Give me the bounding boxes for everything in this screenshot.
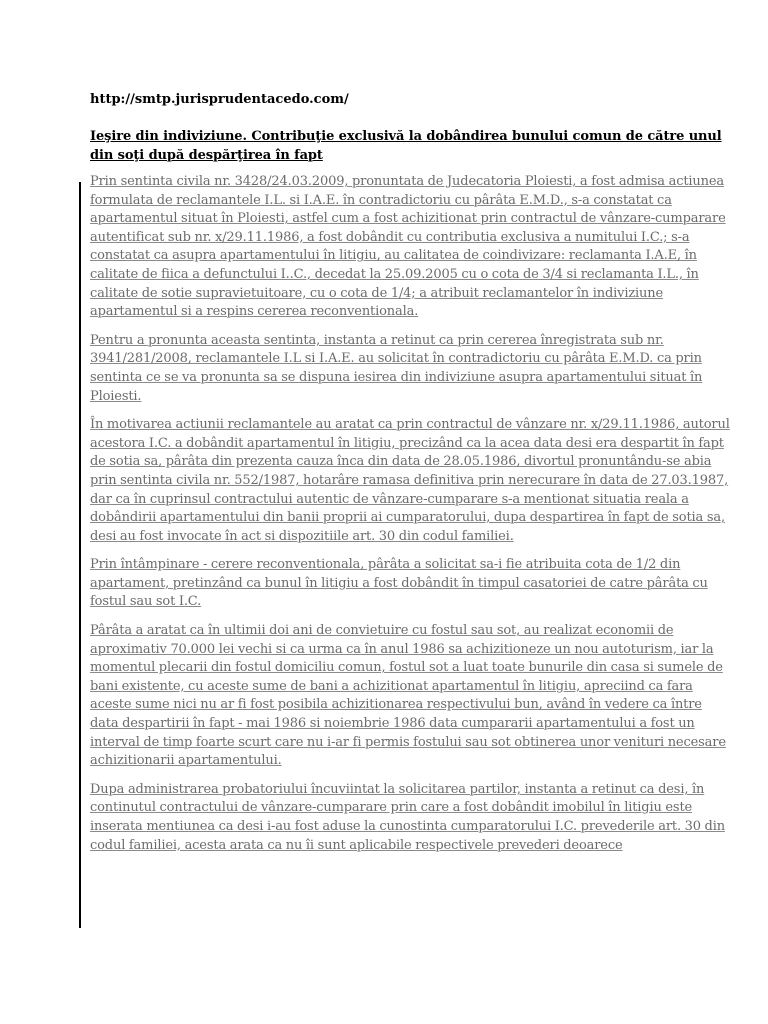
paragraph-6[interactable]: Dupa administrarea probatoriului încuviintat la solicitarea partilor, instanta a retinut ca desi, în continutul contractului de vânzare-cumparare prin care a fost dobândit imobilul în litigiu este inserata mentiunea ca desi i-au fost aduse la cunostinta cumparatorului I.C. prevederile art. 30 din codul familiei, acesta arata ca nu îi sunt aplicabile respectivele prevederi deoarece [90, 781, 725, 853]
left-margin-bar [79, 182, 81, 928]
paragraph-2[interactable]: Pentru a pronunta aceasta sentinta, instanta a retinut ca prin cererea înregistrata sub nr. 3941/281/2008, reclamantele I.L si I.A.E. au solicitat în contradictoriu cu pârâta E.M.D. ca prin sentinta ce se va pronunta sa se dispuna iesirea din indiviziune asupra apartamentului situat în Ploiesti. [90, 332, 703, 404]
paragraph-1[interactable]: Prin sentinta civila nr. 3428/24.03.2009, pronuntata de Judecatoria Ploiesti, a fost admisa actiunea formulata de reclamantele I.L. si I.A.E. în contradictoriu cu pârâta E.M.D., s-a constatat ca apartamentul situat în Ploiesti, astfel cum a fost achizitionat prin contractul de vânzare-cumparare autentificat sub nr. x/29.11.1986, a fost dobândit cu contributia exclusiva a numitului I.C.; s-a constatat ca asupra apartamentului în litigiu, au calitatea de coindivizare: reclamanta I.A.E, în calitate de fiica a defunctului I..C., decedat la 25.09.2005 cu o cota de 3/4 si reclamanta I.L., în calitate de sotie supravietuitoare, cu o cota de 1/4; a atribuit reclamantelor în indiviziune apartamentul si a respins cererea reconventionala. [90, 174, 726, 320]
paragraph-4[interactable]: Prin întâmpinare - cerere reconventionala, pârâta a solicitat sa-i fie atribuita cota de 1/2 din apartament, pretinzând ca bunul în litigiu a fost dobândit în timpul casatoriei de catre pârâta cu fostul sau sot I.C. [90, 557, 708, 610]
source-url[interactable]: http://smtp.jurisprudentacedo.com/ [90, 92, 349, 107]
document-content [90, 90, 730, 865]
article-title[interactable]: Ieşire din indiviziune. Contribuţie exclusivă la dobândirea bunului comun de către unul din soţi după despărţirea în fapt [90, 129, 722, 163]
paragraph-3[interactable]: În motivarea actiunii reclamantele au aratat ca prin contractul de vânzare nr. x/29.11.1986, autorul acestora I.C. a dobândit apartamentul în litigiu, precizând ca la acea data desi era despartit în fapt de sotia sa, pârâta din prezenta cauza înca din data de 28.05.1986, divortul pronuntându-se abia prin sentinta civila nr. 552/1987, hotarâre ramasa definitiva prin nerecurare în data de 27.03.1987, dar ca în cuprinsul contractului autentic de vânzare-cumparare s-a mentionat situatia reala a dobândirii apartamentului din banii proprii ai cumparatorului, dupa despartirea în fapt de sotia sa, desi au fost invocate în act si dispozitiile art. 30 din codul familiei. [90, 417, 730, 544]
paragraph-5[interactable]: Pârâta a aratat ca în ultimii doi ani de convietuire cu fostul sau sot, au realizat economii de aproximativ 70.000 lei vechi si ca urma ca în anul 1986 sa achizitioneze un nou autoturism, iar la momentul plecarii din fostul domiciliu comun, fostul sot a luat toate bunurile din casa si sumele de bani existente, cu aceste sume de bani a achizitionat apartamentul în litigiu, apreciind ca fara aceste sume nici nu ar fi fost posibila achizitionarea respectivului bun, având în vedere ca între data despartirii în fapt - mai 1986 si noiembrie 1986 data cumpararii apartamentului a fost un interval de timp foarte scurt care nu i-ar fi permis fostului sau sot obtinerea unor venituri necesare achizitionarii apartamentului. [90, 623, 726, 769]
